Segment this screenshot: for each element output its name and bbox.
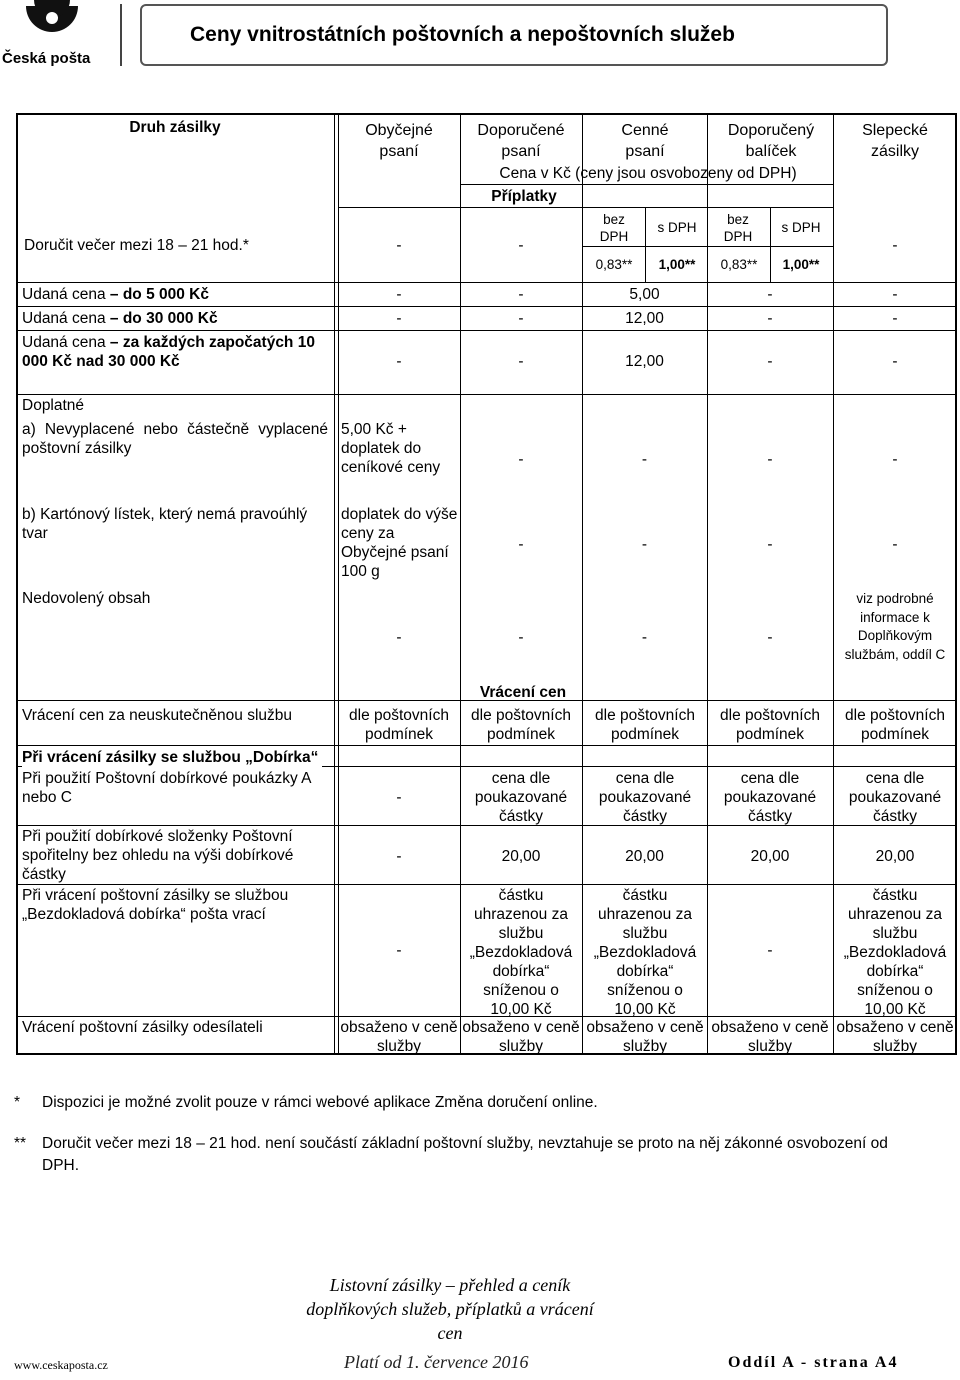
doplatne-label: Doplatné <box>22 397 85 414</box>
table-col-rule <box>707 113 708 1055</box>
poukazka-label: Při použití Poštovní dobírkové poukázky A nebo C <box>22 770 311 806</box>
col-header-doporucene: Doporučené psaní <box>477 122 565 160</box>
doplatne-a-label: a) Nevyplacené nebo částečně vyplacené poštovní zásilky <box>22 421 328 457</box>
odesilateli-label: Vrácení poštovní zásilky odesílateli <box>22 1019 263 1036</box>
table-rule <box>16 884 957 885</box>
bezdokladova-balicek: - <box>767 942 773 959</box>
slozenka-label: Při použití dobírkové složenky Poštovní spořitelny bez ohledu na výši dobírkové částky <box>22 828 294 883</box>
dorucit-doporucene: - <box>518 237 524 254</box>
udana2-label: Udaná cena – do 30 000 Kč <box>22 310 218 327</box>
nedovoleny-slepecke: viz podrobné informace k Doplňkovým službám, oddíl C <box>844 591 946 662</box>
neuskutecnena-cenne: dle poštovních podmínek <box>595 707 695 743</box>
bez-dph-label: bez DPH <box>599 212 629 244</box>
table-rule <box>16 394 957 395</box>
table-col-rule <box>582 113 583 1055</box>
s-dph-label: s DPH <box>781 220 821 235</box>
doplatne-b-balicek: - <box>767 536 773 553</box>
doplatne-b-doporucene: - <box>518 536 524 553</box>
odesilateli-balicek: obsaženo v ceně služby <box>711 1019 829 1055</box>
footnote-mark: * <box>14 1094 21 1111</box>
poukazka-cenne: cena dle poukazované částky <box>598 770 692 825</box>
udana2-cenne: 12,00 <box>625 310 664 327</box>
footer-section: Oddíl A - strana A4 <box>728 1354 899 1371</box>
slozenka-balicek: 20,00 <box>750 848 790 865</box>
neuskutecnena-balicek: dle poštovních podmínek <box>720 707 820 743</box>
udana1-balicek: - <box>767 286 773 303</box>
doplatne-a-cenne: - <box>641 451 648 468</box>
table-rule <box>16 282 957 283</box>
doplatne-a-slepecke: - <box>892 451 898 468</box>
poukazka-doporucene: cena dle poukazované částky <box>474 770 568 825</box>
logo-text: Česká pošta <box>2 50 91 67</box>
neuskutecnena-slepecke: dle poštovních podmínek <box>845 707 945 743</box>
bezdokladova-obycejne: - <box>396 942 402 959</box>
udana2-slepecke: - <box>892 310 898 327</box>
doplatne-a-balicek: - <box>767 451 773 468</box>
odesilateli-slepecke: obsaženo v ceně služby <box>836 1019 954 1055</box>
footnote-text: Dispozici je možné zvolit pouze v rámci webové aplikace Změna doručení online. <box>42 1094 598 1111</box>
col-header-obycejne: Obyčejné psaní <box>365 122 433 160</box>
nedovoleny-cenne: - <box>641 629 648 646</box>
odesilateli-cenne: obsaženo v ceně služby <box>586 1019 704 1055</box>
dobirka-header: Při vrácení zásilky se službou „Dobírka“ <box>22 748 322 767</box>
dorucit-obycejne: - <box>396 237 402 254</box>
footnote-mark: ** <box>14 1135 27 1152</box>
dorucit-cenne-s: 1,00** <box>658 257 696 272</box>
doplatne-b-price: doplatek do výše ceny za Obyčejné psaní 100 g <box>341 506 458 580</box>
doplatne-a-doporucene: - <box>518 451 524 468</box>
neuskutecnena-label: Vrácení cen za neuskutečněnou službu <box>22 707 292 724</box>
col-header-cenne: Cenné psaní <box>621 122 669 160</box>
poukazka-obycejne: - <box>396 789 402 806</box>
poukazka-balicek: cena dle poukazované částky <box>723 770 817 825</box>
vraceni-cen-header: Vrácení cen <box>479 684 567 701</box>
bezdokladova-slepecke: částku uhrazenou za službu „Bezdokladová dobírka“ sníženou o 10,00 Kč <box>843 887 947 1018</box>
doplatne-b-slepecke: - <box>892 536 898 553</box>
doplatne-a-price: 5,00 Kč + doplatek do ceníkové ceny <box>341 421 441 476</box>
neuskutecnena-obycejne: dle poštovních podmínek <box>349 707 449 743</box>
dorucit-slepecke: - <box>892 237 898 254</box>
dorucit-cenne-bez: 0,83** <box>595 257 633 272</box>
nedovoleny-balicek: - <box>767 629 773 646</box>
udana1-obycejne: - <box>396 286 402 303</box>
udana2-balicek: - <box>767 310 773 327</box>
col-header-balicek: Doporučený balíček <box>727 122 815 160</box>
neuskutecnena-doporucene: dle poštovních podmínek <box>471 707 571 743</box>
udana1-cenne: 5,00 <box>629 286 660 303</box>
table-rule <box>16 330 957 331</box>
table-rule <box>16 745 957 746</box>
bezdokladova-cenne: částku uhrazenou za službu „Bezdokladová dobírka“ sníženou o 10,00 Kč <box>593 887 697 1018</box>
udana1-label: Udaná cena – do 5 000 Kč <box>22 286 209 303</box>
bez-dph-label: bez DPH <box>723 212 753 244</box>
udana1-doporucene: - <box>518 286 524 303</box>
slozenka-doporucene: 20,00 <box>501 848 541 865</box>
footer-url[interactable]: www.ceskaposta.cz <box>14 1358 108 1372</box>
table-rule <box>460 184 833 185</box>
udana3-label: Udaná cena – za každých započatých 10 000 Kč nad 30 000 Kč <box>22 334 315 370</box>
odesilateli-obycejne: obsaženo v ceně služby <box>340 1019 458 1055</box>
page-title: Ceny vnitrostátních poštovních a nepoštovních služeb <box>190 23 735 46</box>
header-box <box>140 4 888 66</box>
bezdokladova-label: Při vrácení poštovní zásilky se službou „Bezdokladová dobírka“ pošta vrací <box>22 887 289 923</box>
slozenka-cenne: 20,00 <box>625 848 664 865</box>
udana3-slepecke: - <box>892 353 898 370</box>
dorucit-balicek-bez: 0,83** <box>720 257 758 272</box>
priplatky-header: Příplatky <box>491 188 557 205</box>
udana2-doporucene: - <box>518 310 524 327</box>
odesilateli-doporucene: obsaženo v ceně služby <box>462 1019 580 1055</box>
header-divider <box>120 4 122 66</box>
udana3-cenne: 12,00 <box>625 353 664 370</box>
slozenka-obycejne: - <box>396 848 402 865</box>
price-note: Cena v Kč (ceny jsou osvobozeny od DPH) <box>499 165 797 182</box>
col-header-slepecke: Slepecké zásilky <box>862 122 928 160</box>
table-rule <box>338 207 833 208</box>
dorucit-balicek-s: 1,00** <box>782 257 820 272</box>
doplatne-b-cenne: - <box>641 536 648 553</box>
udana1-slepecke: - <box>892 286 898 303</box>
slozenka-slepecke: 20,00 <box>875 848 915 865</box>
poukazka-slepecke: cena dle poukazované částky <box>848 770 942 825</box>
dorucit-label: Doručit večer mezi 18 – 21 hod.* <box>24 237 249 254</box>
col-header-druh: Druh zásilky <box>129 119 221 136</box>
udana3-doporucene: - <box>518 353 524 370</box>
nedovoleny-obycejne: - <box>396 629 402 646</box>
udana3-balicek: - <box>767 353 773 370</box>
nedovoleny-doporucene: - <box>518 629 524 646</box>
doplatne-b-label: b) Kartónový lístek, který nemá pravoúhlý tvar <box>22 506 308 542</box>
table-col-rule <box>334 113 335 1055</box>
udana3-obycejne: - <box>396 353 402 370</box>
s-dph-label: s DPH <box>657 220 697 235</box>
footer-valid: Platí od 1. července 2016 <box>344 1352 529 1372</box>
bezdokladova-doporucene: částku uhrazenou za službu „Bezdokladová dobírka“ sníženou o 10,00 Kč <box>469 887 573 1018</box>
table-rule <box>16 306 957 307</box>
footer-subtitle: Listovní zásilky – přehled a ceník doplňkových služeb, příplatků a vrácení cen <box>306 1275 594 1343</box>
udana2-obycejne: - <box>396 310 402 327</box>
nedovoleny-label: Nedovolený obsah <box>22 590 151 607</box>
footnote-text: Doručit večer mezi 18 – 21 hod. není součástí základní poštovní služby, nevztahuje se proto na něj zákonné osvobození od DPH. <box>42 1135 888 1174</box>
